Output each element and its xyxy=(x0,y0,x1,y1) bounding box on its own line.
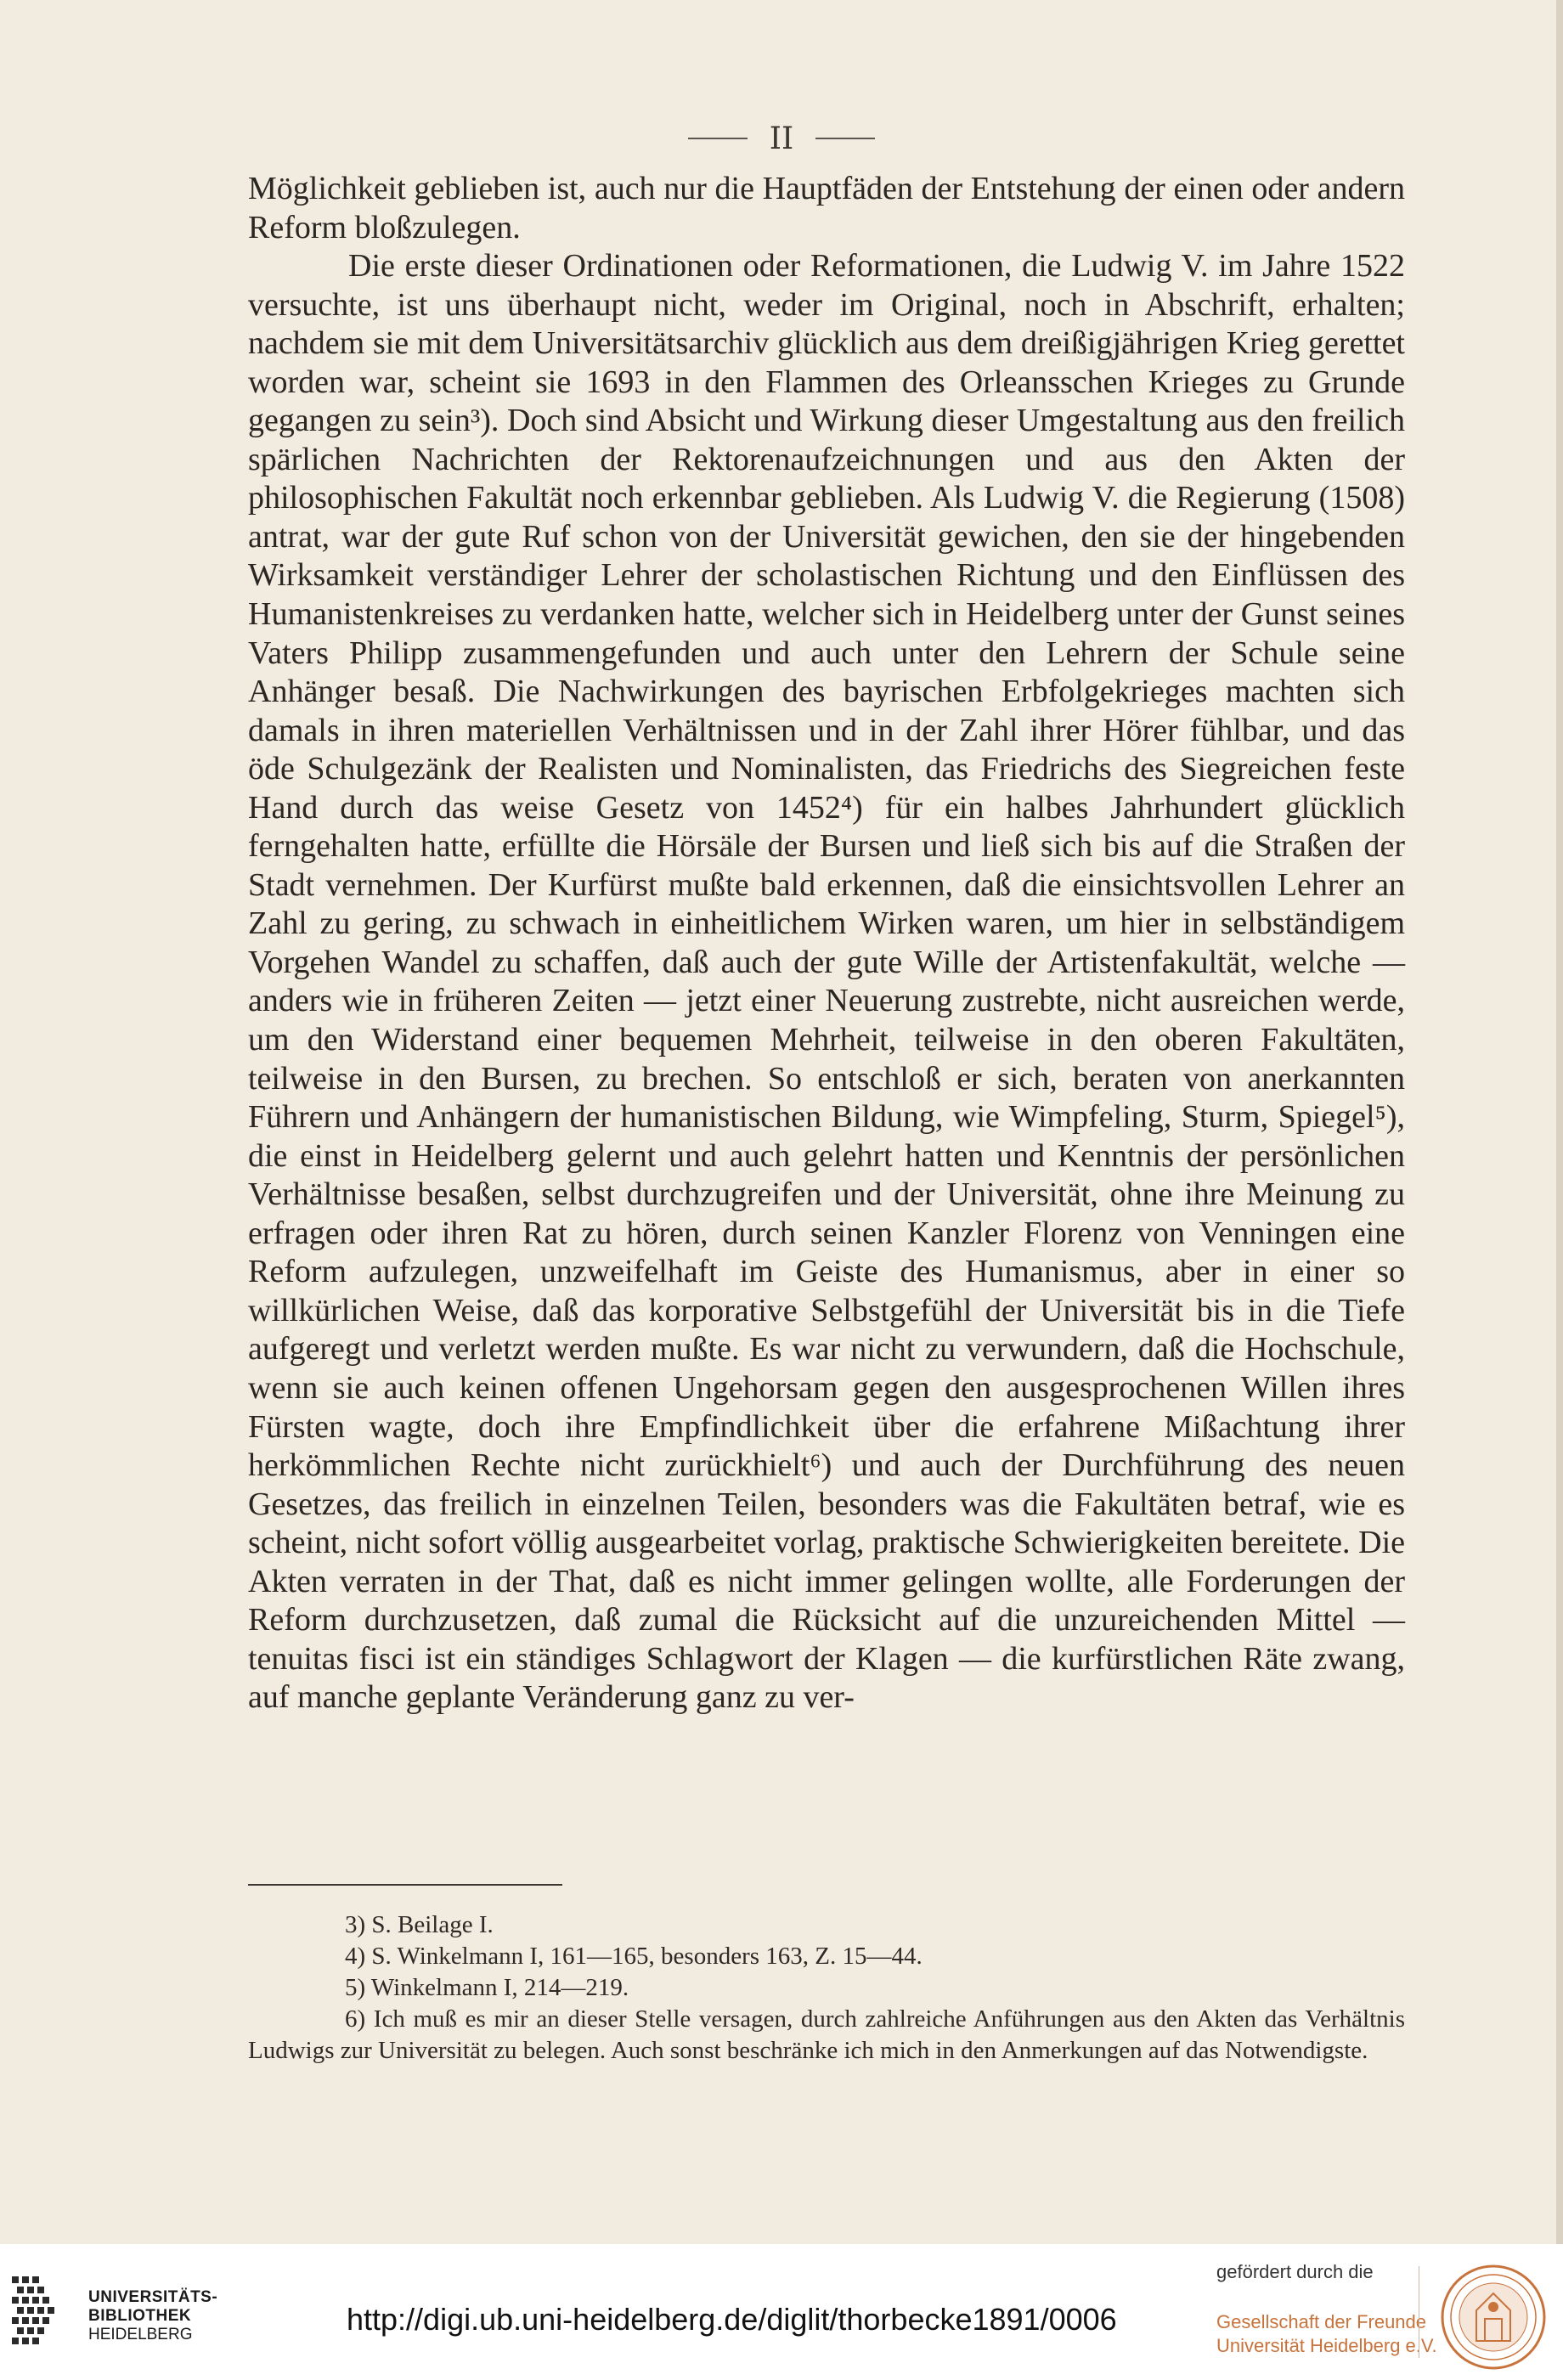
footnote: 6) Ich muß es mir an dieser Stelle versagen, durch zahlreiche Anführungen aus den Akten das Verhältnis Ludwigs zur Universität zu belegen. Auch sonst beschränke ich mich in den Anmerkungen auf das Notwendigste. xyxy=(248,2005,1405,2064)
page-edge xyxy=(1556,0,1563,2244)
sponsor-label: gefördert durch die xyxy=(1216,2261,1374,2282)
footnote: 4) S. Winkelmann I, 161—165, besonders 163, Z. 15—44. xyxy=(345,1943,923,1970)
sponsor-line: Gesellschaft der Freunde xyxy=(1216,2311,1427,2332)
library-line: UNIVERSITÄTS- xyxy=(88,2288,218,2306)
header-rule-left xyxy=(688,138,748,139)
university-seal-icon xyxy=(1439,2263,1548,2372)
paragraph: Möglichkeit geblieben ist, auch nur die Hauptfäden der Entstehung der einen oder andern Reform bloßzulegen. xyxy=(248,171,1405,245)
header-rule-right xyxy=(815,138,875,139)
library-line: BIBLIOTHEK xyxy=(88,2307,192,2325)
paragraph: Die erste dieser Ordinationen oder Reformationen, die Ludwig V. im Jahre 1522 versuchte, ist uns überhaupt nicht, weder im Original, noch in Abschrift, erhalten; nachdem sie mit dem Universitätsarchiv glücklich aus dem dreißigjährigen Krieg gerettet worden war, scheint sie 1693 in den Flammen des Orleansschen Krieges zu Grunde gegangen zu sein³). Doch sind Absicht und Wirkung dieser Umgestaltung aus den freilich spärlichen Nachrichten der Rektorenaufzeichnungen und aus den Akten der philosophischen Fakultät noch erkennbar geblieben. Als Ludwig V. die Regierung (1508) antrat, war der gute Ruf schon von der Universität gewichen, den sie der hingebenden Wirksamkeit verständiger Lehrer der scholastischen Richtung und den Einflüssen des Humanistenkreises zu verdanken hatte, welcher sich in Heidelberg unter der Gunst seines Vaters Philipp zusammengefunden und auch unter den Lehrern der Schule seine Anhänger besaß. Die Nachwirkungen des bayrischen Erbfolgekrieges machten sich damals in ihren materiellen Verhältnissen und in der Zahl ihrer Hörer fühlbar, und das öde Schulgezänk der Realisten und Nominalisten, das Friedrichs des Siegreichen feste Hand durch das weise Gesetz von 1452⁴) für ein halbes Jahrhundert glücklich ferngehalten hatte, erfüllte die Hörsäle der Bursen und ließ sich bis auf die Straßen der Stadt vernehmen. Der Kurfürst mußte bald erkennen, daß die einsichtsvollen Lehrer an Zahl zu gering, zu schwach in einheitlichem Wirken waren, um hier in selbständigem Vorgehen Wandel zu schaffen, daß auch der gute Wille der Artistenfakultät, welche — anders wie in früheren Zeiten — jetzt einer Neuerung zustrebte, nicht ausreichen werde, um den Widerstand einer bequemen Mehrheit, teilweise in den oberen Fakultäten, teilweise in den Bursen, zu brechen. So entschloß er sich, beraten von anerkannten Führern und Anhängern der humanistischen Bildung, wie Wimpfeling, Sturm, Spiegel⁵), die einst in Heidelberg gelernt und auch gelehrt hatten und Kenntnis der persönlichen Verhältnisse besaßen, selbst durchzugreifen und der Universität, ohne ihre Meinung zu erfragen oder ihren Rat zu hören, durch seinen Kanzler Florenz von Venningen eine Reform aufzulegen, unzweifelhaft im Geiste des Humanismus, aber in einer so willkürlichen Weise, daß das korporative Selbstgefühl der Universität bis in die Tiefe aufgeregt und verletzt werden mußte. Es war nicht zu verwundern, daß die Hochschule, wenn sie auch keinen offenen Ungehorsam gegen den ausgesprochenen Willen ihres Fürsten wagte, doch ihre Empfindlichkeit über die erfahrene Mißachtung ihrer herkömmlichen Rechte nicht zurückhielt⁶) und auch der Durchführung des neuen Gesetzes, das freilich in einzelnen Teilen, besonders was die Fakultäten betraf, wie es scheint, nicht sofort völlig ausgearbeitet vorlag, praktische Schwierigkeiten bereitete. Die Akten verraten in der That, daß es nicht immer gelingen wollte, alle Forderungen der Reform durchzusetzen, daß zumal die Rücksicht auf die unzureichenden Mittel — tenuitas fisci ist ein ständiges Schlagwort der Klagen — die kurfürstlichen Räte zwang, auf manche geplante Veränderung ganz zu ver- xyxy=(248,248,1405,1716)
library-name xyxy=(88,2288,217,2344)
permalink-url[interactable]: http://digi.ub.uni-heidelberg.de/diglit/thorbecke1891/0006 xyxy=(347,2302,1117,2337)
footer-bar xyxy=(0,2244,1563,2380)
page-header xyxy=(0,117,1563,160)
sponsor-line: Universität Heidelberg e.V. xyxy=(1216,2335,1437,2356)
ub-heidelberg-logo-icon xyxy=(7,2271,83,2356)
sponsor-name xyxy=(1216,2310,1437,2358)
library-line: HEIDELBERG xyxy=(88,2326,193,2343)
footnotes xyxy=(248,1909,1405,2067)
footnote-rule xyxy=(248,1884,562,1886)
footnote: 5) Winkelmann I, 214—219. xyxy=(345,1974,629,2001)
body-text xyxy=(248,170,1405,1717)
page-number: II xyxy=(769,121,794,156)
footnote: 3) S. Beilage I. xyxy=(345,1911,494,1938)
